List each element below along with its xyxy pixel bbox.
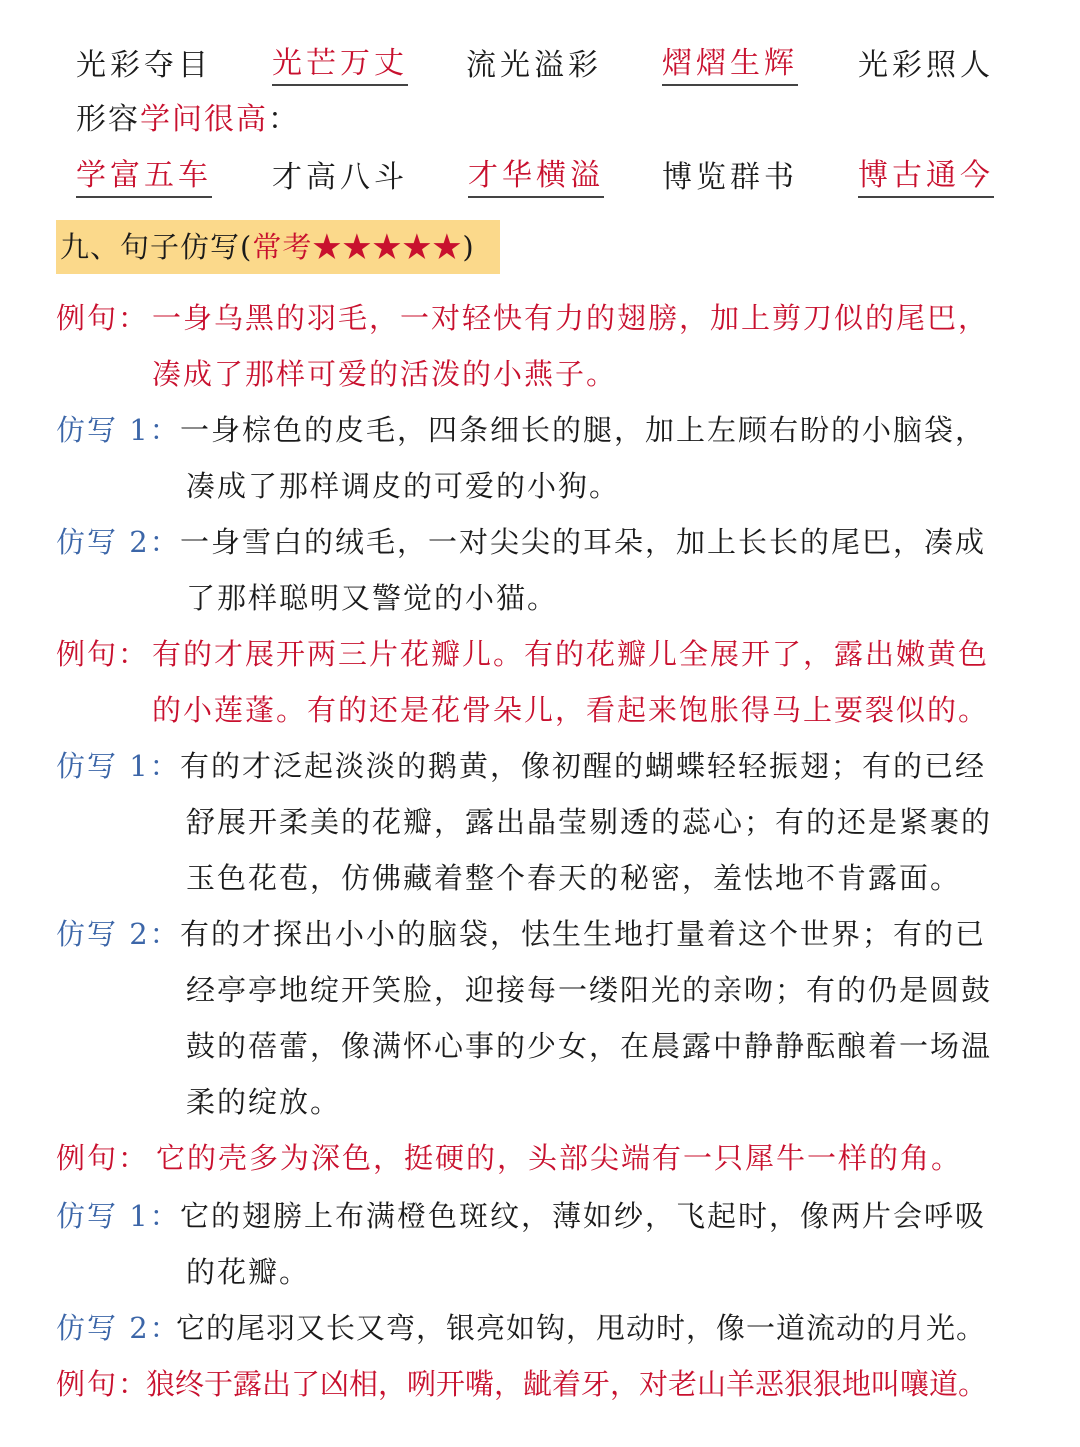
subtitle — [76, 98, 300, 142]
copy-line: 的花瓣。 — [186, 1255, 311, 1289]
idiom-highlight: 熠熠生辉 — [662, 44, 798, 86]
copy-line: 鼓的蓓蕾，像满怀心事的少女，在晨露中静静酝酿着一场温 — [186, 1029, 993, 1063]
example-line: 它的壳多为深色，挺硬的，头部尖端有一只犀牛一样的角。 — [156, 1141, 963, 1175]
idiom-highlight: 才华横溢 — [468, 156, 604, 198]
copy-label: 仿写 2： — [56, 917, 181, 951]
example-line: 一身乌黑的羽毛，一对轻快有力的翅膀，加上剪刀似的尾巴， — [152, 301, 990, 335]
subtitle-suffix: ： — [268, 102, 300, 137]
copy-line: 一身棕色的皮毛，四条细长的腿，加上左顾右盼的小脑袋， — [180, 413, 987, 447]
copy-line: 经亭亭地绽开笑脸，迎接每一缕阳光的亲吻；有的仍是圆鼓 — [186, 973, 993, 1007]
copy-line: 它的翅膀上布满橙色斑纹，薄如纱，飞起时，像两片会呼吸 — [180, 1199, 987, 1233]
idiom-row-1 — [0, 44, 1080, 88]
idiom-highlight: 学富五车 — [76, 156, 212, 198]
idiom: 博览群书 — [662, 160, 798, 195]
example-line: 凑成了那样可爱的活泼的小燕子。 — [152, 357, 618, 391]
idiom: 光彩照人 — [858, 48, 994, 83]
copy-line: 舒展开柔美的花瓣，露出晶莹剔透的蕊心；有的还是紧裹的 — [186, 805, 993, 839]
copy-label: 仿写 2： — [56, 525, 181, 559]
idiom-row-2 — [0, 156, 1080, 200]
copy-line: 它的尾羽又长又弯，银亮如钩，甩动时，像一道流动的月光。 — [176, 1311, 987, 1345]
copy-line: 了那样聪明又警觉的小猫。 — [186, 581, 559, 615]
section-heading — [56, 220, 500, 274]
idiom: 流光溢彩 — [466, 48, 602, 83]
copy-line: 玉色花苞，仿佛藏着整个春天的秘密，羞怯地不肯露面。 — [186, 861, 962, 895]
example-line: 有的才展开两三片花瓣儿。有的花瓣儿全展开了，露出嫩黄色 — [152, 637, 990, 671]
idiom-highlight: 光芒万丈 — [272, 44, 408, 86]
copy-label: 仿写 2： — [56, 1311, 181, 1345]
section-title: 九、句子仿写( — [60, 230, 253, 264]
section-close: ) — [462, 230, 475, 264]
copy-line: 有的才探出小小的脑袋，怯生生地打量着这个世界；有的已 — [180, 917, 987, 951]
idiom-highlight: 博古通今 — [858, 156, 994, 198]
example-label: 例句： — [56, 301, 150, 335]
idiom: 才高八斗 — [272, 160, 408, 195]
copy-label: 仿写 1： — [56, 1199, 181, 1233]
copy-line: 一身雪白的绒毛，一对尖尖的耳朵，加上长长的尾巴，凑成 — [180, 525, 987, 559]
example-line: 狼终于露出了凶相，咧开嘴，龇着牙，对老山羊恶狠狠地叫嚷道。 — [146, 1367, 988, 1401]
example-label: 例句： — [56, 1367, 150, 1401]
copy-label: 仿写 1： — [56, 413, 181, 447]
subtitle-prefix: 形容 — [76, 102, 140, 137]
copy-line: 柔的绽放。 — [186, 1085, 342, 1119]
example-line: 的小莲蓬。有的还是花骨朵儿，看起来饱胀得马上要裂似的。 — [152, 693, 990, 727]
copy-label: 仿写 1： — [56, 749, 181, 783]
copy-line: 凑成了那样调皮的可爱的小狗。 — [186, 469, 621, 503]
idiom: 光彩夺目 — [76, 48, 212, 83]
copy-line: 有的才泛起淡淡的鹅黄，像初醒的蝴蝶轻轻振翅；有的已经 — [180, 749, 987, 783]
example-label: 例句： — [56, 1141, 150, 1175]
subtitle-highlight: 学问很高 — [140, 102, 268, 137]
example-label: 例句： — [56, 637, 150, 671]
section-badge: 常考★★★★★ — [252, 230, 463, 264]
